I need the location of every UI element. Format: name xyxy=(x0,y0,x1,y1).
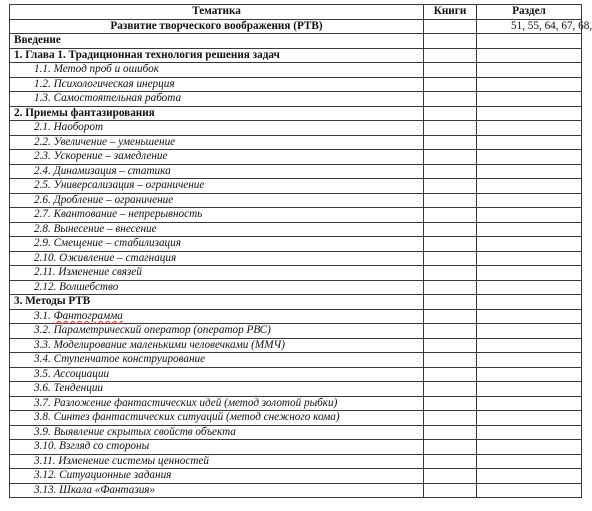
cell-section xyxy=(477,135,582,150)
cell-books xyxy=(424,193,477,208)
topic-item xyxy=(10,382,424,397)
topic-item: 2.7. Квантование – непрерывность xyxy=(10,208,424,223)
table-row xyxy=(10,440,582,455)
cell-books xyxy=(424,92,477,107)
chapter-title: 2. Приемы фантазирования xyxy=(10,106,424,121)
topic-number: 3.4. xyxy=(34,353,54,366)
topic-number: 3.11. xyxy=(34,454,59,467)
topic-text: Ступенчатое конструирование xyxy=(53,353,206,366)
cell-section xyxy=(477,237,582,252)
cell-books xyxy=(424,425,477,440)
topic-item xyxy=(10,454,424,469)
topic-item xyxy=(10,353,424,368)
topic-item xyxy=(10,469,424,484)
cell-books xyxy=(424,77,477,92)
cell-books xyxy=(424,411,477,426)
table-row xyxy=(10,266,582,281)
table-row xyxy=(10,280,582,295)
topic-item: 2.2. Увеличение – уменьшение xyxy=(10,135,424,150)
cell-section xyxy=(477,469,582,484)
topic-item xyxy=(10,338,424,353)
cell-section xyxy=(477,251,582,266)
cell-books xyxy=(424,295,477,310)
table-row xyxy=(10,367,582,382)
table-row xyxy=(10,411,582,426)
cell-section xyxy=(477,324,582,339)
topic-text: Тенденции xyxy=(53,382,104,395)
cell-books xyxy=(424,48,477,63)
table-row xyxy=(10,237,582,252)
topic-item: 2.8. Вынесение – внесение xyxy=(10,222,424,237)
table-row xyxy=(10,353,582,368)
table-row xyxy=(10,483,582,498)
header-section: Раздел xyxy=(477,5,582,20)
title-topic: Развитие творческого воображения (РТВ) xyxy=(10,19,424,34)
topic-number: 3.1. xyxy=(34,309,54,322)
cell-books xyxy=(424,324,477,339)
cell-section xyxy=(477,396,582,411)
cell-section xyxy=(477,193,582,208)
topic-item xyxy=(10,309,424,324)
cell-books xyxy=(424,469,477,484)
topic-item: 2.6. Дробление – ограничение xyxy=(10,193,424,208)
topic-item xyxy=(10,483,424,498)
topic-item: 2.12. Волшебство xyxy=(10,280,424,295)
topic-item: 1.2. Психологическая инерция xyxy=(10,77,424,92)
topic-text: Синтез фантастических ситуаций (метод снежного кома) xyxy=(53,411,340,424)
title-books xyxy=(424,19,477,34)
table-row xyxy=(10,150,582,165)
intro-label: Введение xyxy=(10,34,424,49)
cell-books xyxy=(424,454,477,469)
table-row xyxy=(10,92,582,107)
table-row xyxy=(10,77,582,92)
title-section: 51, 55, 64, 67, 68, xyxy=(477,19,582,34)
table-row xyxy=(10,425,582,440)
table-row xyxy=(10,382,582,397)
cell-books xyxy=(424,63,477,78)
cell-section xyxy=(477,454,582,469)
topic-item: 2.4. Динамизация – статика xyxy=(10,164,424,179)
topic-number: 3.7. xyxy=(34,396,54,409)
cell-section xyxy=(477,48,582,63)
cell-books xyxy=(424,367,477,382)
cell-books xyxy=(424,222,477,237)
table-row xyxy=(10,179,582,194)
chapter-row xyxy=(10,106,582,121)
topic-item: 2.9. Смещение – стабилизация xyxy=(10,237,424,252)
table-row xyxy=(10,135,582,150)
cell-section xyxy=(477,164,582,179)
topic-text: Ситуационные задания xyxy=(59,469,172,482)
topic-item: 1.1. Метод проб и ошибок xyxy=(10,63,424,78)
table-row xyxy=(10,251,582,266)
cell-books xyxy=(424,309,477,324)
header-row xyxy=(10,5,582,20)
cell-section xyxy=(477,440,582,455)
cell-section xyxy=(477,382,582,397)
table-row xyxy=(10,309,582,324)
topic-item xyxy=(10,440,424,455)
table-row xyxy=(10,222,582,237)
table-row xyxy=(10,193,582,208)
cell-section xyxy=(477,92,582,107)
topic-number: 3.6. xyxy=(34,382,54,395)
topic-text: Разложение фантастических идей (метод золотой рыбки) xyxy=(53,396,338,409)
cell-section xyxy=(477,222,582,237)
cell-section xyxy=(477,367,582,382)
topic-text: Ассоциации xyxy=(53,367,110,380)
cell-books xyxy=(424,150,477,165)
cell-books xyxy=(424,483,477,498)
topic-item: 1.3. Самостоятельная работа xyxy=(10,92,424,107)
topic-number: 3.9. xyxy=(34,425,54,438)
table-row xyxy=(10,63,582,78)
cell-section xyxy=(477,338,582,353)
topics-table xyxy=(9,4,592,498)
cell-section xyxy=(477,34,582,49)
cell-books xyxy=(424,396,477,411)
topic-text: Выявление скрытых свойств объекта xyxy=(53,425,236,438)
topic-number: 3.2. xyxy=(34,324,54,337)
cell-books xyxy=(424,34,477,49)
header-topic: Тематика xyxy=(10,5,424,20)
cell-section xyxy=(477,425,582,440)
cell-books xyxy=(424,338,477,353)
cell-section xyxy=(477,353,582,368)
cell-books xyxy=(424,266,477,281)
cell-section xyxy=(477,121,582,136)
cell-section xyxy=(477,266,582,281)
cell-books xyxy=(424,106,477,121)
topic-text: Моделирование маленькими человечками (ММЧ) xyxy=(53,338,285,351)
cell-section xyxy=(477,295,582,310)
cell-books xyxy=(424,164,477,179)
cell-section xyxy=(477,411,582,426)
topic-item xyxy=(10,396,424,411)
topic-item xyxy=(10,425,424,440)
cell-section xyxy=(477,106,582,121)
cell-books xyxy=(424,135,477,150)
topic-item: 2.11. Изменение связей xyxy=(10,266,424,281)
table-row xyxy=(10,208,582,223)
topic-number: 3.13. xyxy=(34,483,60,496)
chapter-row xyxy=(10,295,582,310)
topic-text: Шкала «Фантазия» xyxy=(59,483,156,496)
topic-number: 3.5. xyxy=(34,367,54,380)
topic-item: 2.3. Ускорение – замедление xyxy=(10,150,424,165)
cell-books xyxy=(424,353,477,368)
topic-number: 3.10. xyxy=(34,440,60,453)
cell-books xyxy=(424,179,477,194)
topic-text: Параметрический оператор (оператор РВС) xyxy=(53,324,271,337)
cell-books xyxy=(424,251,477,266)
cell-books xyxy=(424,382,477,397)
cell-books xyxy=(424,208,477,223)
topic-item xyxy=(10,324,424,339)
cell-books xyxy=(424,280,477,295)
topic-number: 3.12. xyxy=(34,469,60,482)
intro-row xyxy=(10,34,582,49)
table-row xyxy=(10,324,582,339)
title-row xyxy=(10,19,582,34)
cell-section xyxy=(477,150,582,165)
topic-item: 2.10. Оживление – стагнация xyxy=(10,251,424,266)
header-books: Книги xyxy=(424,5,477,20)
topic-text: Фантограмма xyxy=(53,309,123,322)
topic-text: Взгляд со стороны xyxy=(59,440,150,453)
table-row xyxy=(10,338,582,353)
topic-number: 3.8. xyxy=(34,411,54,424)
chapter-title: 1. Глава 1. Традиционная технология решения задач xyxy=(10,48,424,63)
cell-section xyxy=(477,179,582,194)
table-row xyxy=(10,164,582,179)
cell-section xyxy=(477,280,582,295)
cell-books xyxy=(424,440,477,455)
table-row xyxy=(10,469,582,484)
topic-text: Изменение системы ценностей xyxy=(58,454,209,467)
cell-section xyxy=(477,309,582,324)
topic-item: 2.5. Универсализация – ограничение xyxy=(10,179,424,194)
cell-section xyxy=(477,77,582,92)
topic-number: 3.3. xyxy=(34,338,54,351)
cell-section xyxy=(477,63,582,78)
cell-books xyxy=(424,237,477,252)
cell-section xyxy=(477,208,582,223)
chapter-row xyxy=(10,48,582,63)
topic-item: 2.1. Наоборот xyxy=(10,121,424,136)
topic-item xyxy=(10,411,424,426)
table-row xyxy=(10,121,582,136)
table-row xyxy=(10,396,582,411)
topic-item xyxy=(10,367,424,382)
chapter-title: 3. Методы РТВ xyxy=(10,295,424,310)
cell-books xyxy=(424,121,477,136)
cell-section xyxy=(477,483,582,498)
table-row xyxy=(10,454,582,469)
